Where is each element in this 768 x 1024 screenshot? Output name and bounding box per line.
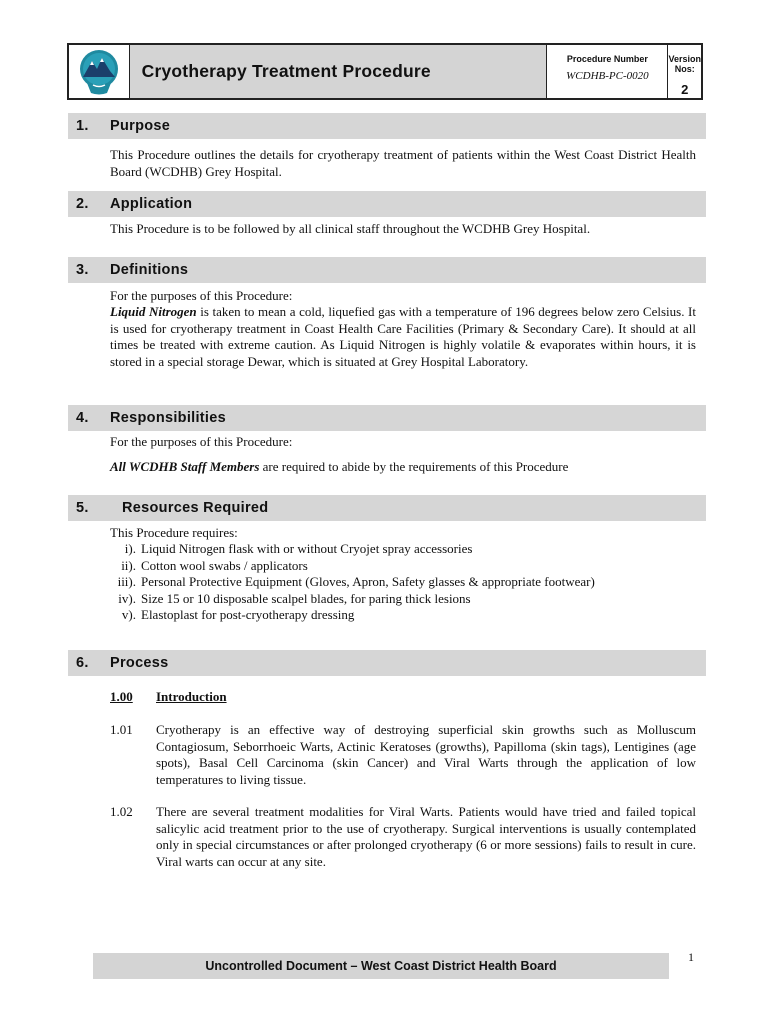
document-header [67,43,703,100]
responsibilities-text: are required to abide by the requirements of this Procedure [259,459,569,474]
process-intro-title: Introduction [156,689,227,704]
responsibilities-paragraph [110,459,568,475]
footer-banner: Uncontrolled Document – West Coast District Health Board [93,953,669,979]
section-heading-purpose [68,113,706,139]
section-title: Purpose [110,118,171,134]
section-title: Application [110,196,193,212]
list-item-number: iv). [118,590,136,606]
section-number: 3. [76,262,89,278]
list-item-number: iii). [117,574,136,589]
logo-cell [69,45,130,98]
list-item-text: Liquid Nitrogen flask with or without Cryojet spray accessories [141,541,473,556]
section-title: Definitions [110,262,189,278]
list-item [110,591,595,608]
process-item-text: Cryotherapy is an effective way of destroying superficial skin growths such as Molluscum Contagiosum, Seborrhoeic Warts, Actinic Keratoses (growths), Papilloma (skin tags), Lentigines (age spots), Basal Cell Carcinoma (skin Cancer) and Viral Warts through the application of low temperatures to living tissue. [156,722,696,787]
list-item [110,558,595,575]
term-staff-members: All WCDHB Staff Members [110,459,260,474]
list-item-number: v). [121,607,136,622]
section-number: 1. [76,118,89,134]
list-item [110,574,595,591]
section-number: 4. [76,410,89,426]
term-liquid-nitrogen: Liquid Nitrogen [110,304,197,319]
procedure-number-cell [547,45,668,98]
version-cell [668,45,701,98]
list-item-text: Personal Protective Equipment (Gloves, Apron, Safety glasses & appropriate footwear) [141,574,595,589]
section-heading-responsibilities [68,405,706,431]
definition-text: is taken to mean a cold, liquefied gas with a temperature of 196 degrees below zero Celsius. It is used for cryotherapy treatment in Coast Health Care Facilities (Primary & Secondary Care). It should at all times be treated with extreme caution. As Liquid Nitrogen is highly volatile & evaporates within hours, it is stored in a special storage Dewar, which is situated at Grey Hospital Laboratory. [110,304,696,369]
process-item-text: There are several treatment modalities for Viral Warts. Patients would have tried and failed topical salicylic acid treatment prior to the use of cryotherapy. Surgical interventions is usually contemplated only in special circumstances or after prolonged cryotherapy (6 or more sessions) fails to result in cure. Viral warts can occur at any site. [156,804,696,869]
list-item-text: Cotton wool swabs / applicators [141,557,308,573]
list-item [110,541,595,558]
section-number: 5. [76,500,89,516]
list-item-number: ii). [121,557,136,573]
section-heading-process [68,650,706,676]
process-item-number: 1.02 [110,804,133,819]
version-label: Version Nos: [668,54,701,74]
document-title: Cryotherapy Treatment Procedure [130,45,548,98]
page-number: 1 [688,950,694,964]
procedure-number-value: WCDHB-PC-0020 [566,70,649,82]
section-title: Resources Required [122,500,269,516]
resources-list [110,541,595,624]
process-item-number: 1.01 [110,722,133,737]
responsibilities-intro: For the purposes of this Procedure: [110,434,293,449]
purpose-text: This Procedure outlines the details for cryotherapy treatment of patients within the West Coast District Health Board (WCDHB) Grey Hospital. [110,147,696,179]
section-title: Responsibilities [110,410,226,426]
list-item-number: i). [124,541,136,556]
list-item-text: Size 15 or 10 disposable scalpel blades, for paring thick lesions [141,590,471,606]
process-intro-number: 1.00 [110,689,133,704]
section-title: Process [110,655,169,671]
section-number: 2. [76,196,89,212]
definitions-paragraph [110,304,696,370]
section-heading-application [68,191,706,217]
list-item-text: Elastoplast for post-cryotherapy dressing [141,607,355,622]
section-heading-definitions [68,257,706,283]
procedure-number-label: Procedure Number [566,54,648,64]
section-number: 6. [76,655,89,671]
version-value: 2 [681,82,689,97]
wcdhb-logo-icon [74,47,124,97]
application-text: This Procedure is to be followed by all clinical staff throughout the WCDHB Grey Hospital. [110,221,591,236]
list-item [110,607,595,624]
definitions-intro: For the purposes of this Procedure: [110,288,293,303]
section-heading-resources [68,495,706,521]
resources-intro: This Procedure requires: [110,525,238,540]
